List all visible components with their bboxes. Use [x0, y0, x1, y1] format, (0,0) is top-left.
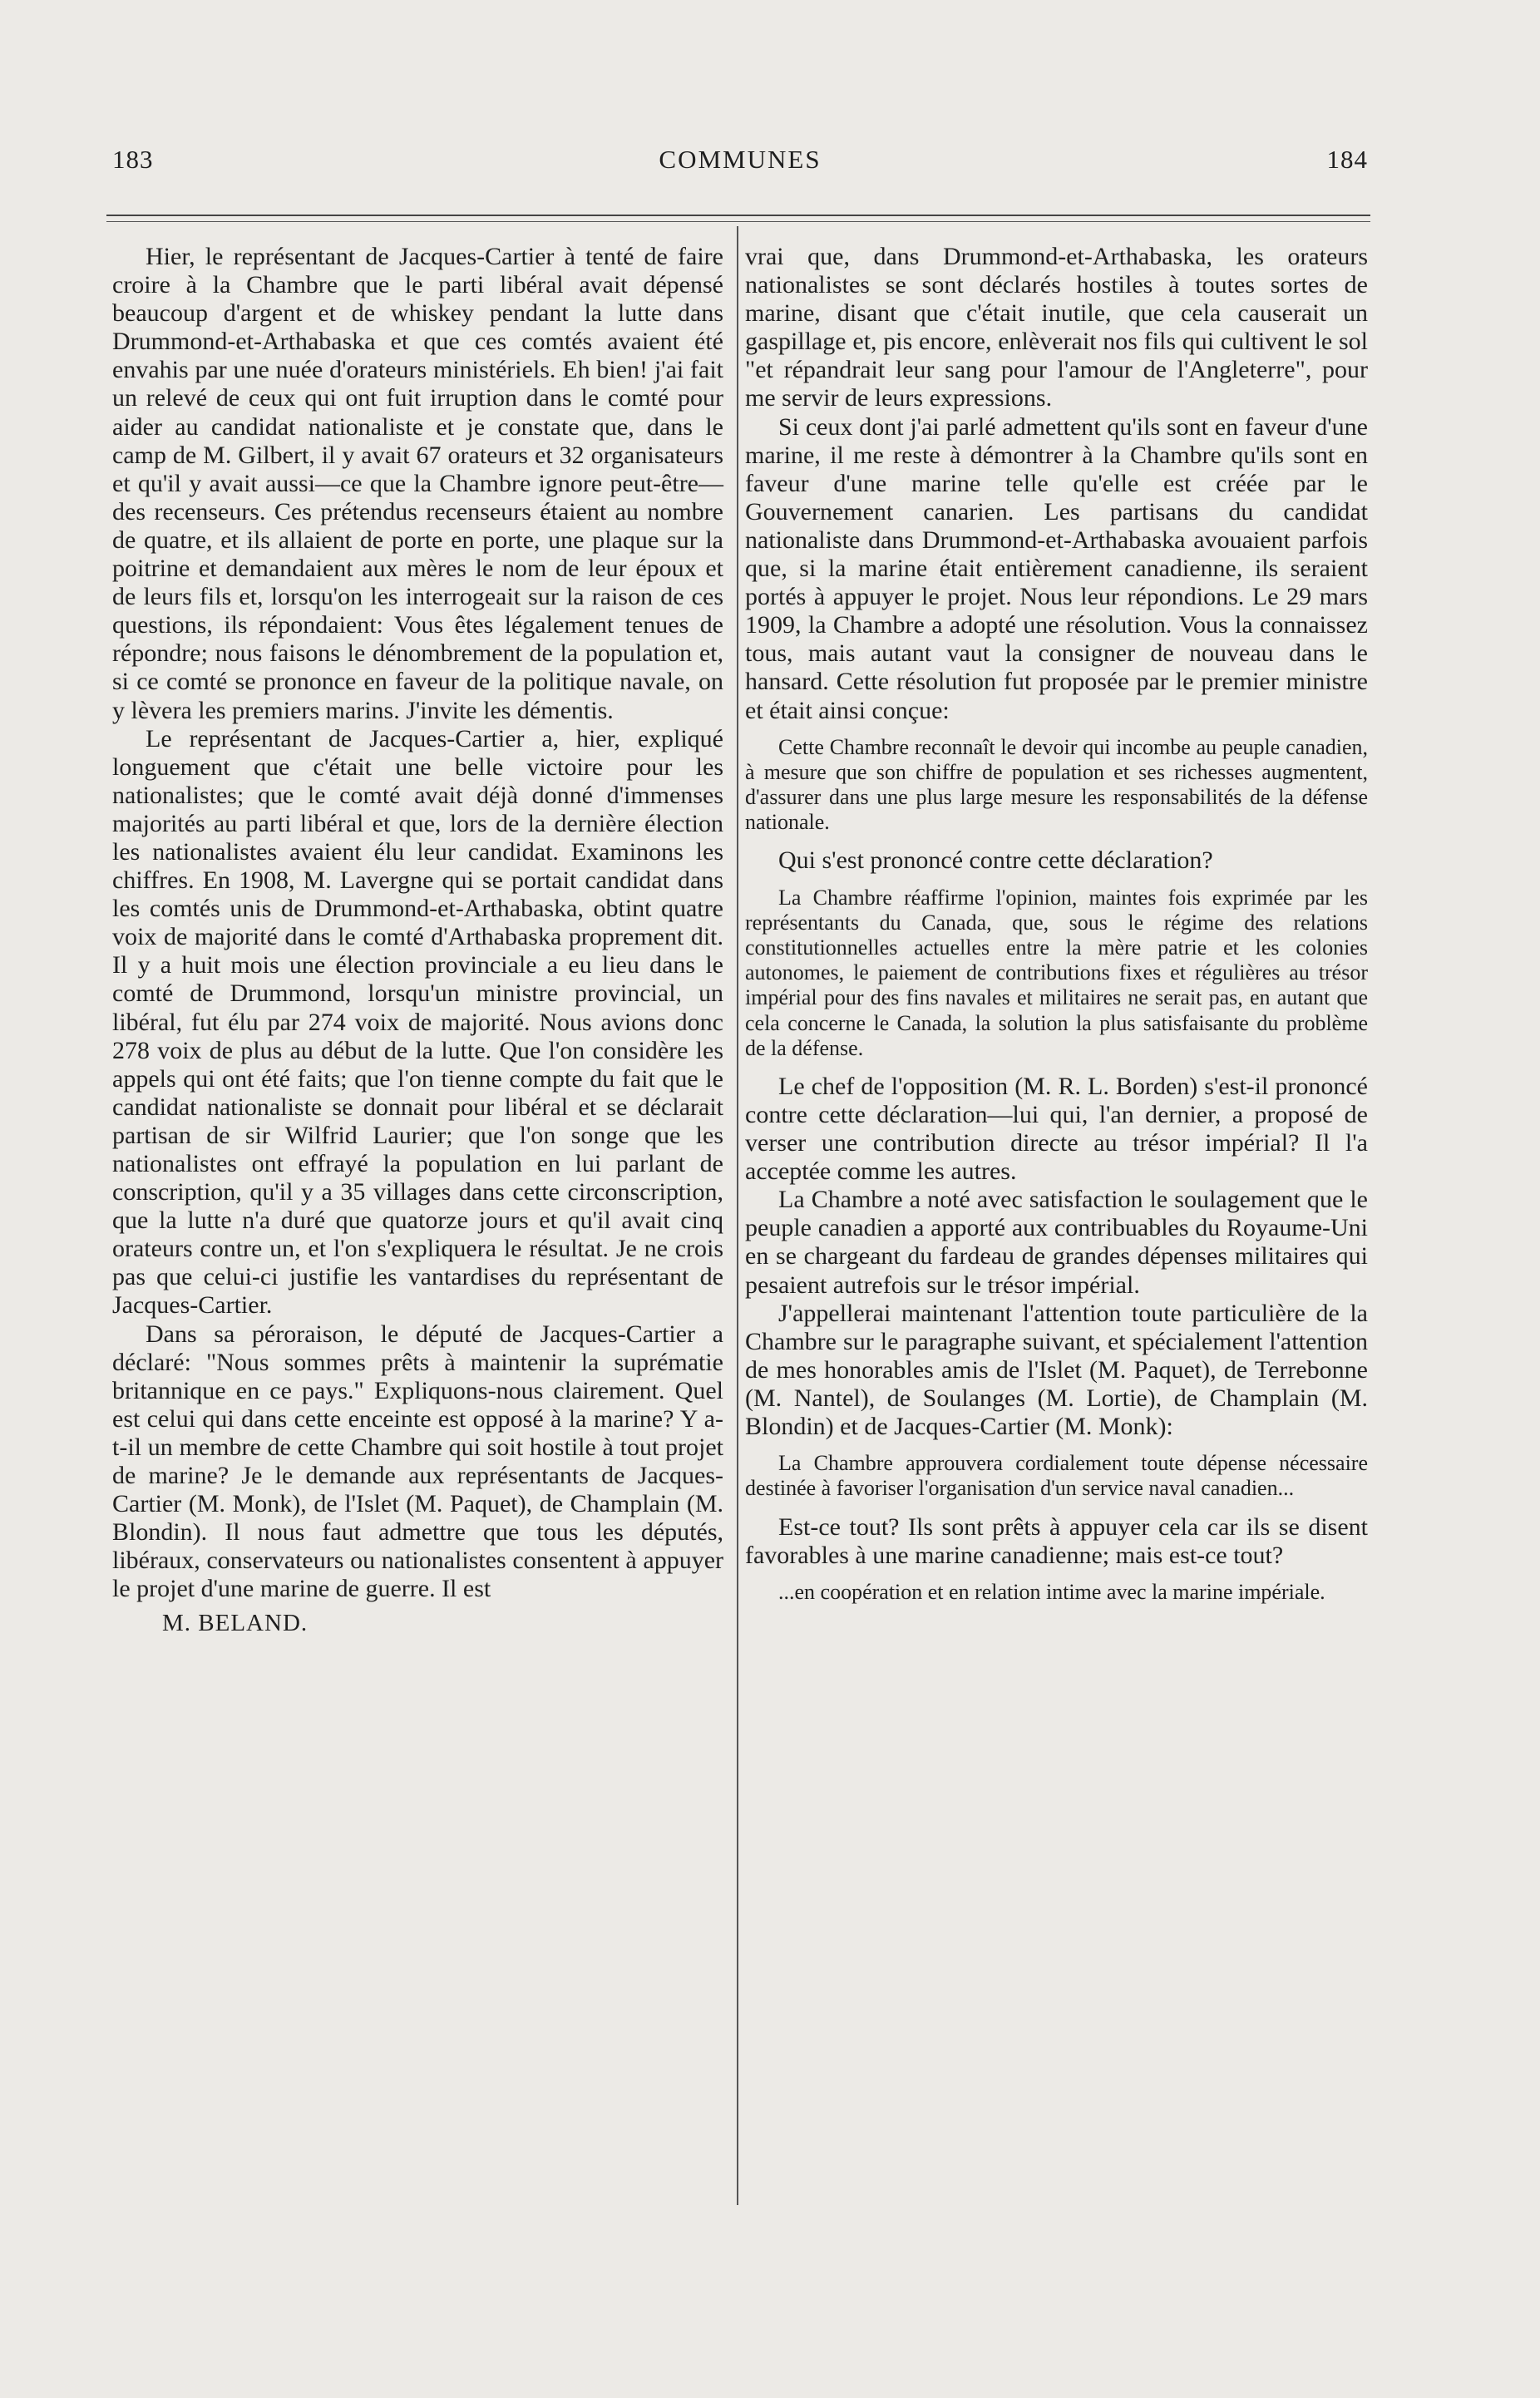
header-rule-thin — [106, 221, 1370, 222]
paragraph: Le représentant de Jacques-Cartier a, hier, expliqué longuement que c'était une belle victoire pour les nationalistes; que le comté avait déjà donné d'immenses majorités au parti libéral et que, lors de la dernière élection les nationalistes avaient élu leur candidat. Examinons les chiffres. En 1908, M. Lavergne qui se portait candidat dans les comtés unis de Drummond-et-Arthabaska, obtint quatre voix de majorité dans le comté d'Arthabaska proprement dit. Il y a huit mois une élection provinciale a eu lieu dans le comté de Drummond, lorsqu'un ministre provincial, un libéral, fut élu par 274 voix de majorité. Nous avions donc 278 voix de plus au début de la lutte. Que l'on considère les appels qui ont été faits; que l'on tienne compte du fait que le candidat nationaliste se donnait pour libéral et se déclarait partisan de sir Wilfrid Laurier; que l'on songe que les nationalistes ont effrayé la population en lui parlant de conscription, qu'il y a 35 villages dans cette circonscription, que la lutte n'a duré que quatorze jours et qu'il avait cinq orateurs contre un, et l'on s'expliquera le résultat. Je ne crois pas que celui-ci justifie les vantardises du représentant de Jacques-Cartier. — [112, 724, 723, 1320]
header-rule — [106, 215, 1370, 216]
quoted-resolution: La Chambre approuvera cordialement toute dépense nécessaire destinée à favoriser l'organisation d'un service naval canadien... — [745, 1451, 1368, 1501]
paragraph: Hier, le représentant de Jacques-Cartier à tenté de faire croire à la Chambre que le parti libéral avait dépensé beaucoup d'argent et de whiskey pendant la lutte dans Drummond-et-Arthabaska et que ces comtés avaient été envahis par une nuée d'orateurs ministériels. Eh bien! j'ai fait un relevé de ceux qui ont fuit irruption dans le comté pour aider au candidat nationaliste et je constate que, dans le camp de M. Gilbert, il y avait 67 orateurs et 32 organisateurs et qu'il y avait aussi—ce que la Chambre ignore peut-être—des recenseurs. Ces prétendus recenseurs étaient au nombre de quatre, et ils allaient de porte en porte, une plaque sur la poitrine et demandaient aux mères le nom de leur époux et de leurs fils et, lorsqu'on les interrogeait sur la raison de ces questions, ils répondaient: Vous êtes légalement tenues de répondre; nous faisons le dénombrement de la population et, si ce comté se prononce en faveur de la politique navale, on y lèvera les premiers marins. J'invite les démentis. — [112, 243, 723, 724]
paragraph: vrai que, dans Drummond-et-Arthabaska, les orateurs nationalistes se sont déclarés hostiles à toutes sortes de marine, disant que c'était inutile, que cela causerait un gaspillage et, pis encore, enlèverait nos fils qui cultivent le sol "et répandrait leur sang pour l'amour de l'Angleterre", pour me servir de leurs expressions. — [745, 243, 1368, 412]
paragraph: Si ceux dont j'ai parlé admettent qu'ils sont en faveur d'une marine, il me reste à démontrer à la Chambre qu'ils sont en faveur d'une marine telle qu'elle est créée par le Gouvernement canarien. Les partisans du candidat nationaliste dans Drummond-et-Arthabaska avouaient parfois que, si la marine était entièrement canadienne, ils seraient portés à appuyer le projet. Nous leur répondions. Le 29 mars 1909, la Chambre a adopté une résolution. Vous la connaissez tous, mais autant vaut la consigner de nouveau dans le hansard. Cette résolution fut proposée par le premier ministre et était ainsi conçue: — [745, 412, 1368, 724]
paragraph: Est-ce tout? Ils sont prêts à appuyer cela car ils se disent favorables à une marine canadienne; mais est-ce tout? — [745, 1512, 1368, 1569]
page-number-right: 184 — [1326, 145, 1368, 174]
column-divider — [737, 226, 738, 2205]
left-column — [112, 243, 723, 1637]
paragraph: Le chef de l'opposition (M. R. L. Borden) s'est-il prononcé contre cette déclaration—lui qui, l'an dernier, a proposé de verser une contribution directe au trésor impérial? Il l'a acceptée comme les autres. — [745, 1072, 1368, 1186]
running-title: COMMUNES — [659, 145, 822, 174]
right-column — [745, 243, 1368, 1616]
speaker-signature: M. BELAND. — [162, 1609, 308, 1636]
paragraph: Qui s'est prononcé contre cette déclaration? — [778, 846, 1213, 875]
quoted-resolution: Cette Chambre reconnaît le devoir qui incombe au peuple canadien, à mesure que son chiffre de population et ses richesses augmentent, d'assurer dans une plus large mesure les responsabilités de la défense nationale. — [745, 734, 1368, 835]
paragraph: J'appellerai maintenant l'attention toute particulière de la Chambre sur le paragraphe suivant, et spécialement l'attention de mes honorables amis de l'Islet (M. Paquet), de Terrebonne (M. Nantel), de Soulanges (M. Lortie), de Champlain (M. Blondin) et de Jacques-Cartier (M. Monk): — [745, 1299, 1368, 1441]
paragraph: Dans sa péroraison, le député de Jacques-Cartier a déclaré: "Nous sommes prêts à maintenir la suprématie britannique en ce pays." Expliquons-nous clairement. Quel est celui qui dans cette enceinte est opposé à la marine? Y a-t-il un membre de cette Chambre qui soit hostile à tout projet de marine? Je le demande aux représentants de Jacques-Cartier (M. Monk), de l'Islet (M. Paquet), de Champlain (M. Blondin). Il nous faut admettre que tous les députés, libéraux, conservateurs ou nationalistes consentent à appuyer le projet d'une marine de guerre. Il est — [112, 1320, 723, 1603]
quoted-resolution: ...en coopération et en relation intime avec la marine impériale. — [778, 1579, 1325, 1604]
quoted-resolution: La Chambre réaffirme l'opinion, maintes fois exprimée par les représentants du Canada, que, sous le régime des relations constitutionnelles actuelles entre la mère patrie et les colonies autonomes, le paiement de contributions fixes et régulières au trésor impérial pour des fins navales et militaires ne serait pas, en autant que cela concerne le Canada, la solution la plus satisfaisante du problème de la défense. — [745, 885, 1368, 1060]
page-header — [112, 140, 1368, 181]
paragraph: La Chambre a noté avec satisfaction le soulagement que le peuple canadien a apporté aux contribuables du Royaume-Uni en se chargeant du fardeau de grandes dépenses militaires qui pesaient autrefois sur le trésor impérial. — [745, 1186, 1368, 1299]
page-number-left: 183 — [112, 145, 154, 174]
